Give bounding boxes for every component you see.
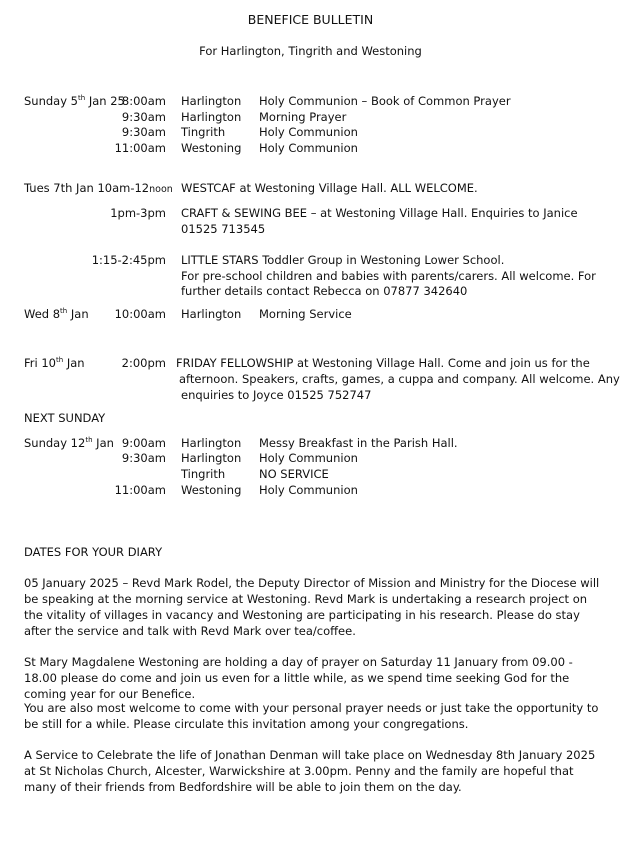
sunday5-service-4: Holy Communion xyxy=(259,141,358,155)
sunday5-service-1: Holy Communion – Book of Common Prayer xyxy=(259,94,511,108)
wed8-day: Wed 8th Jan xyxy=(24,307,89,321)
sunday5-place-2: Harlington xyxy=(181,110,242,124)
sunday5-time-4: 11:00am xyxy=(114,141,166,155)
fri10-line1: FRIDAY FELLOWSHIP at Westoning Village Hall. Come and join us for the xyxy=(176,356,590,370)
tues7-westcaf: WESTCAF at Westoning Village Hall. ALL WELCOME. xyxy=(181,181,478,195)
tues7-day: Tues 7th Jan 10am-12noon xyxy=(24,181,173,195)
sunday5-service-2: Morning Prayer xyxy=(259,110,347,124)
sunday5-place-4: Westoning xyxy=(181,141,242,155)
sunday5-time-1: 8:00am xyxy=(121,94,166,108)
next-sunday-heading: NEXT SUNDAY xyxy=(24,411,106,425)
fri10-time: 2:00pm xyxy=(121,356,166,370)
next-sunday-place-3: Tingrith xyxy=(181,467,226,481)
next-sunday-service-3: NO SERVICE xyxy=(259,467,329,481)
next-sunday-time-2: 9:30am xyxy=(121,451,166,465)
tues7-stars-line2: For pre-school children and babies with parents/carers. All welcome. For xyxy=(181,269,596,283)
sunday5-place-1: Harlington xyxy=(181,94,242,108)
sunday5-time-2: 9:30am xyxy=(121,110,166,124)
next-sunday-place-2: Harlington xyxy=(181,451,242,465)
tues7-craft-line1: CRAFT & SEWING BEE – at Westoning Village Hall. Enquiries to Janice xyxy=(181,206,578,220)
next-sunday-service-2: Holy Communion xyxy=(259,451,358,465)
next-sunday-service-4: Holy Communion xyxy=(259,483,358,497)
wed8-time: 10:00am xyxy=(114,307,166,321)
next-sunday-service-1: Messy Breakfast in the Parish Hall. xyxy=(259,436,458,450)
diary-heading: DATES FOR YOUR DIARY xyxy=(24,545,163,559)
wed8-service: Morning Service xyxy=(259,307,352,321)
bulletin-title: BENEFICE BULLETIN xyxy=(247,12,374,27)
tues7-craft-line2: 01525 713545 xyxy=(181,222,266,236)
tues7-stars-line1: LITTLE STARS Toddler Group in Westoning Lower School. xyxy=(181,253,505,267)
bulletin-subtitle: For Harlington, Tingrith and Westoning xyxy=(199,44,422,58)
wed8-place: Harlington xyxy=(181,307,242,321)
sunday5-day: Sunday 5th Jan 25 xyxy=(24,94,125,108)
sunday5-place-3: Tingrith xyxy=(181,125,226,139)
next-sunday-time-4: 11:00am xyxy=(114,483,166,497)
tues7-stars-line3: further details contact Rebecca on 07877 342640 xyxy=(181,284,468,298)
diary-paragraph-1: 05 January 2025 – Revd Mark Rodel, the Deputy Director of Mission and Ministry for the Diocese will be speaking at the morning service at Westoning. Revd Mark is undertaking a research project on the vitality of villages in vacancy and Westoning are participating in his research. Please do stay after the service and talk with Revd Mark over tea/coffee. xyxy=(24,576,600,638)
next-sunday-place-4: Westoning xyxy=(181,483,242,497)
next-sunday-time-1: 9:00am xyxy=(121,436,166,450)
sunday5-time-3: 9:30am xyxy=(121,125,166,139)
tues7-craft-time: 1pm-3pm xyxy=(110,206,166,220)
fri10-line3: enquiries to Joyce 01525 752747 xyxy=(181,388,372,402)
diary-paragraph-2: St Mary Magdalene Westoning are holding a day of prayer on Saturday 11 January from 09.00 - 18.00 please do come and join us even for a little while, as we spend time seeking God for the coming year for our Benefice. xyxy=(24,655,573,701)
next-sunday-place-1: Harlington xyxy=(181,436,242,450)
diary-paragraph-4: A Service to Celebrate the life of Jonathan Denman will take place on Wednesday 8th January 2025 at St Nicholas Church, Alcester, Warwickshire at 3.00pm. Penny and the family are hopeful that many of their friends from Bedfordshire will be able to join them on the day. xyxy=(24,748,596,794)
next-sunday-day: Sunday 12th Jan xyxy=(24,436,114,450)
fri10-line2: afternoon. Speakers, crafts, games, a cuppa and company. All welcome. Any xyxy=(179,372,620,386)
fri10-day: Fri 10th Jan xyxy=(24,356,85,370)
sunday5-service-3: Holy Communion xyxy=(259,125,358,139)
diary-paragraph-3: You are also most welcome to come with your personal prayer needs or just take the opportunity to be still for a while. Please circulate this invitation among your congregations. xyxy=(24,701,599,731)
tues7-stars-time: 1:15-2:45pm xyxy=(91,253,166,267)
